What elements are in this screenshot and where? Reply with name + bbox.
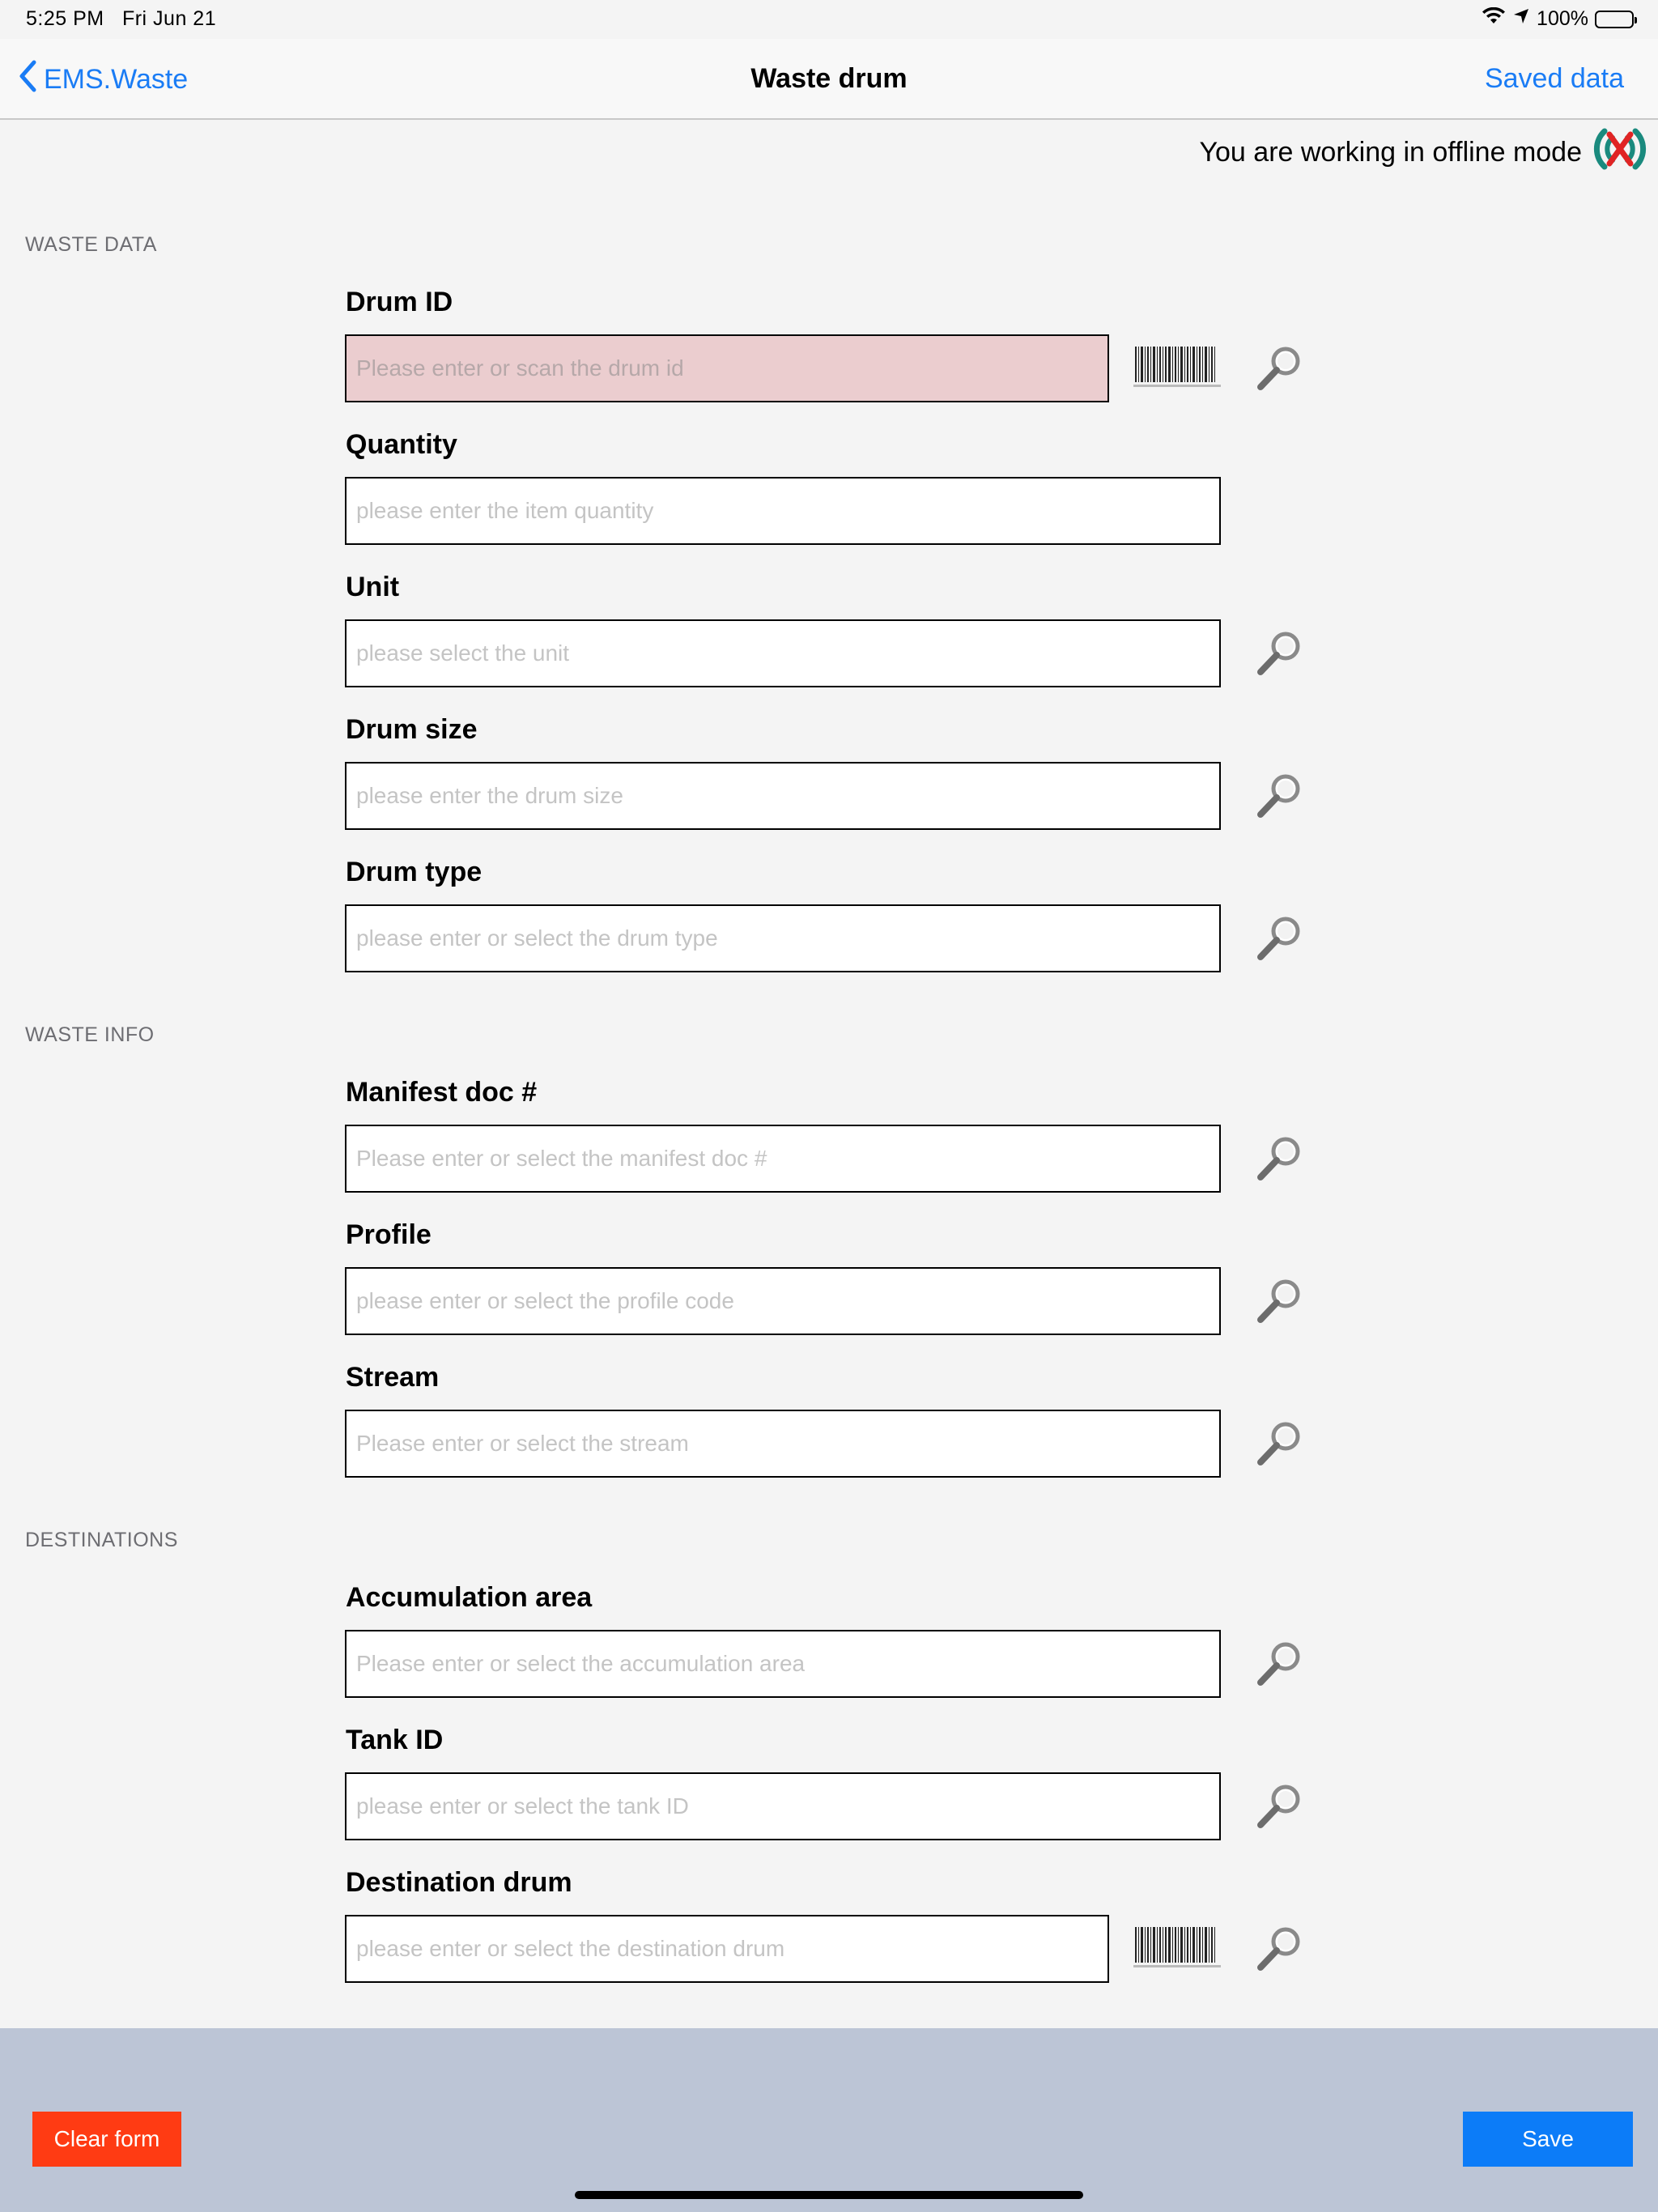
magnifier-icon xyxy=(1255,1922,1307,1974)
battery-percent: 100% xyxy=(1537,7,1588,30)
magnifier-icon xyxy=(1255,342,1307,393)
drum-id-label: Drum ID xyxy=(346,287,453,317)
search-accumulation-area-button[interactable] xyxy=(1255,1637,1307,1689)
status-bar xyxy=(0,0,1658,39)
profile-label: Profile xyxy=(346,1219,432,1250)
offline-icon xyxy=(1593,126,1647,179)
search-tank-id-button[interactable] xyxy=(1255,1780,1307,1831)
search-stream-button[interactable] xyxy=(1255,1417,1307,1469)
saved-data-button[interactable]: Saved data xyxy=(1484,63,1624,94)
magnifier-icon xyxy=(1255,627,1307,678)
search-destination-drum-button[interactable] xyxy=(1255,1922,1307,1974)
scan-destination-drum-button[interactable] xyxy=(1129,1924,1224,1972)
scan-drum-id-button[interactable] xyxy=(1129,343,1224,392)
footer-bar xyxy=(0,2028,1658,2212)
quantity-input[interactable] xyxy=(345,477,1221,545)
magnifier-icon xyxy=(1255,1780,1307,1831)
magnifier-icon xyxy=(1255,1637,1307,1689)
manifest-doc-label: Manifest doc # xyxy=(346,1077,538,1108)
drum-type-label: Drum type xyxy=(346,857,483,887)
offline-message: You are working in offline mode xyxy=(1199,137,1582,168)
magnifier-icon xyxy=(1255,1417,1307,1469)
section-header-waste-info: WASTE INFO xyxy=(25,1023,155,1046)
save-button[interactable]: Save xyxy=(1463,2112,1633,2167)
profile-input[interactable] xyxy=(345,1267,1221,1335)
barcode-icon xyxy=(1129,1924,1224,1972)
unit-input[interactable] xyxy=(345,619,1221,687)
magnifier-icon xyxy=(1255,912,1307,963)
search-drum-size-button[interactable] xyxy=(1255,769,1307,821)
home-indicator[interactable] xyxy=(575,2191,1083,2199)
search-profile-button[interactable] xyxy=(1255,1274,1307,1326)
location-icon xyxy=(1512,7,1530,31)
wifi-icon xyxy=(1482,7,1506,31)
status-time-date xyxy=(26,7,216,31)
quantity-label: Quantity xyxy=(346,429,457,460)
magnifier-icon xyxy=(1255,1132,1307,1184)
destination-drum-label: Destination drum xyxy=(346,1867,572,1898)
section-header-destinations: DESTINATIONS xyxy=(25,1529,178,1551)
clear-form-button[interactable]: Clear form xyxy=(32,2112,181,2167)
drum-size-input[interactable] xyxy=(345,762,1221,830)
barcode-icon xyxy=(1129,343,1224,392)
magnifier-icon xyxy=(1255,1274,1307,1326)
search-manifest-doc-button[interactable] xyxy=(1255,1132,1307,1184)
search-drum-type-button[interactable] xyxy=(1255,912,1307,963)
drum-id-input[interactable] xyxy=(345,334,1109,402)
status-date: Fri Jun 21 xyxy=(121,7,217,30)
destination-drum-input[interactable] xyxy=(345,1915,1109,1983)
stream-label: Stream xyxy=(346,1362,440,1393)
manifest-doc-input[interactable] xyxy=(345,1125,1221,1193)
tank-id-label: Tank ID xyxy=(346,1725,444,1755)
stream-input[interactable] xyxy=(345,1410,1221,1478)
battery-icon xyxy=(1595,11,1634,28)
page-title: Waste drum xyxy=(750,63,908,94)
drum-type-input[interactable] xyxy=(345,904,1221,972)
drum-size-label: Drum size xyxy=(346,714,478,745)
search-drum-id-button[interactable] xyxy=(1255,342,1307,393)
accumulation-area-label: Accumulation area xyxy=(346,1582,593,1613)
back-label: EMS.Waste xyxy=(44,64,189,95)
offline-banner xyxy=(1199,126,1647,179)
unit-label: Unit xyxy=(346,572,400,602)
navigation-bar xyxy=(0,39,1658,120)
magnifier-icon xyxy=(1255,769,1307,821)
tank-id-input[interactable] xyxy=(345,1772,1221,1840)
section-header-waste-data: WASTE DATA xyxy=(25,233,157,256)
search-unit-button[interactable] xyxy=(1255,627,1307,678)
status-indicators xyxy=(1482,7,1634,31)
accumulation-area-input[interactable] xyxy=(345,1630,1221,1698)
status-time: 5:25 PM xyxy=(26,7,104,30)
